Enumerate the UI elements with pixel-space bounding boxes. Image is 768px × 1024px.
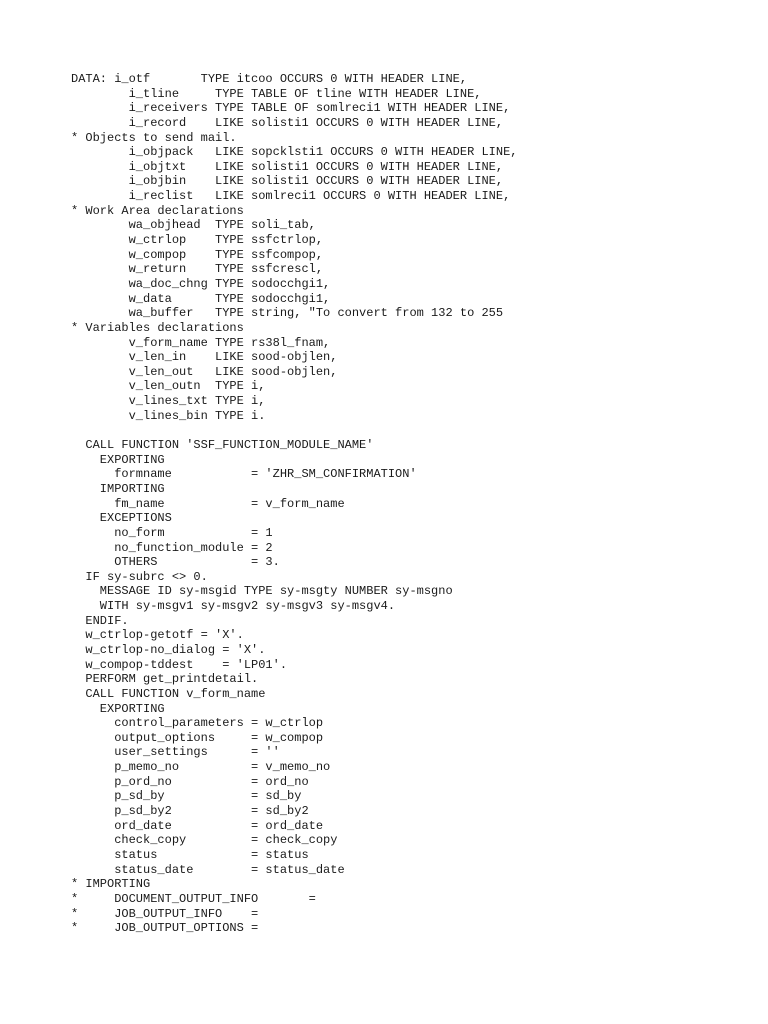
code-line: v_lines_txt TYPE i, <box>71 394 266 409</box>
blank-line <box>71 423 517 438</box>
code-line: EXCEPTIONS <box>71 511 172 526</box>
code-line: OTHERS = 3. <box>71 555 280 570</box>
code-line: wa_buffer TYPE string, "To convert from 132 to 255 <box>71 306 504 321</box>
code-line: formname = 'ZHR_SM_CONFIRMATION' <box>71 467 417 482</box>
code-line: no_function_module = 2 <box>71 540 273 555</box>
code-line: p_sd_by2 = sd_by2 <box>71 804 309 819</box>
code-line: ord_date = ord_date <box>71 818 324 833</box>
code-line: CALL FUNCTION v_form_name <box>71 686 266 701</box>
code-line: wa_doc_chng TYPE sodocchgi1, <box>71 276 331 291</box>
code-line: IF sy-subrc <> 0. <box>71 569 208 584</box>
code-line: output_options = w_compop <box>71 730 324 745</box>
code-line: no_form = 1 <box>71 525 273 540</box>
code-line: user_settings = '' <box>71 745 280 760</box>
code-line: control_parameters = w_ctrlop <box>71 716 324 731</box>
code-comment-line: * Variables declarations <box>71 320 244 335</box>
code-line: p_sd_by = sd_by <box>71 789 302 804</box>
code-line: DATA: i_otf TYPE itcoo OCCURS 0 WITH HEADER LINE, <box>71 72 468 86</box>
code-line: i_record LIKE solisti1 OCCURS 0 WITH HEADER LINE, <box>71 115 504 130</box>
code-line: MESSAGE ID sy-msgid TYPE sy-msgty NUMBER sy-msgno <box>71 584 453 599</box>
code-line: w_ctrlop TYPE ssfctrlop, <box>71 233 324 248</box>
code-line: w_ctrlop-getotf = 'X'. <box>71 628 244 643</box>
code-line: EXPORTING <box>71 452 165 467</box>
code-line: p_ord_no = ord_no <box>71 774 309 789</box>
code-comment-line: * Work Area declarations <box>71 203 244 218</box>
code-line: v_form_name TYPE rs38l_fnam, <box>71 335 331 350</box>
code-line: i_receivers TYPE TABLE OF somlreci1 WITH HEADER LINE, <box>71 101 511 116</box>
code-line: w_compop-tddest = 'LP01'. <box>71 657 288 672</box>
code-comment-line: * JOB_OUTPUT_INFO = <box>71 906 259 921</box>
code-line: w_return TYPE ssfcrescl, <box>71 262 324 277</box>
code-line: status = status <box>71 847 309 862</box>
code-line: ENDIF. <box>71 613 129 628</box>
code-line: EXPORTING <box>71 701 165 716</box>
code-listing <box>71 72 517 936</box>
code-line: v_len_in LIKE sood-objlen, <box>71 350 338 365</box>
code-line: check_copy = check_copy <box>71 833 338 848</box>
code-line: i_reclist LIKE somlreci1 OCCURS 0 WITH HEADER LINE, <box>71 189 511 204</box>
code-line: i_objtxt LIKE solisti1 OCCURS 0 WITH HEADER LINE, <box>71 159 504 174</box>
code-line: PERFORM get_printdetail. <box>71 672 259 687</box>
code-comment-line: * Objects to send mail. <box>71 130 237 145</box>
code-line: WITH sy-msgv1 sy-msgv2 sy-msgv3 sy-msgv4. <box>71 599 396 614</box>
code-line: i_tline TYPE TABLE OF tline WITH HEADER LINE, <box>71 86 482 101</box>
code-comment-line: * DOCUMENT_OUTPUT_INFO = <box>71 891 316 906</box>
code-line: v_len_outn TYPE i, <box>71 379 266 394</box>
code-comment-line: * JOB_OUTPUT_OPTIONS = <box>71 921 259 936</box>
code-line: wa_objhead TYPE soli_tab, <box>71 218 316 233</box>
code-line: i_objbin LIKE solisti1 OCCURS 0 WITH HEADER LINE, <box>71 174 504 189</box>
code-line: fm_name = v_form_name <box>71 496 345 511</box>
code-line: w_compop TYPE ssfcompop, <box>71 247 324 262</box>
code-line: v_len_out LIKE sood-objlen, <box>71 364 338 379</box>
code-line: CALL FUNCTION 'SSF_FUNCTION_MODULE_NAME' <box>71 438 374 453</box>
code-line: i_objpack LIKE sopcklsti1 OCCURS 0 WITH HEADER LINE, <box>71 145 518 160</box>
code-line: v_lines_bin TYPE i. <box>71 408 266 423</box>
code-line: IMPORTING <box>71 481 165 496</box>
code-comment-line: * IMPORTING <box>71 877 151 892</box>
code-line: status_date = status_date <box>71 862 345 877</box>
code-line: p_memo_no = v_memo_no <box>71 760 331 775</box>
code-line: w_data TYPE sodocchgi1, <box>71 291 331 306</box>
code-line: w_ctrlop-no_dialog = 'X'. <box>71 642 266 657</box>
